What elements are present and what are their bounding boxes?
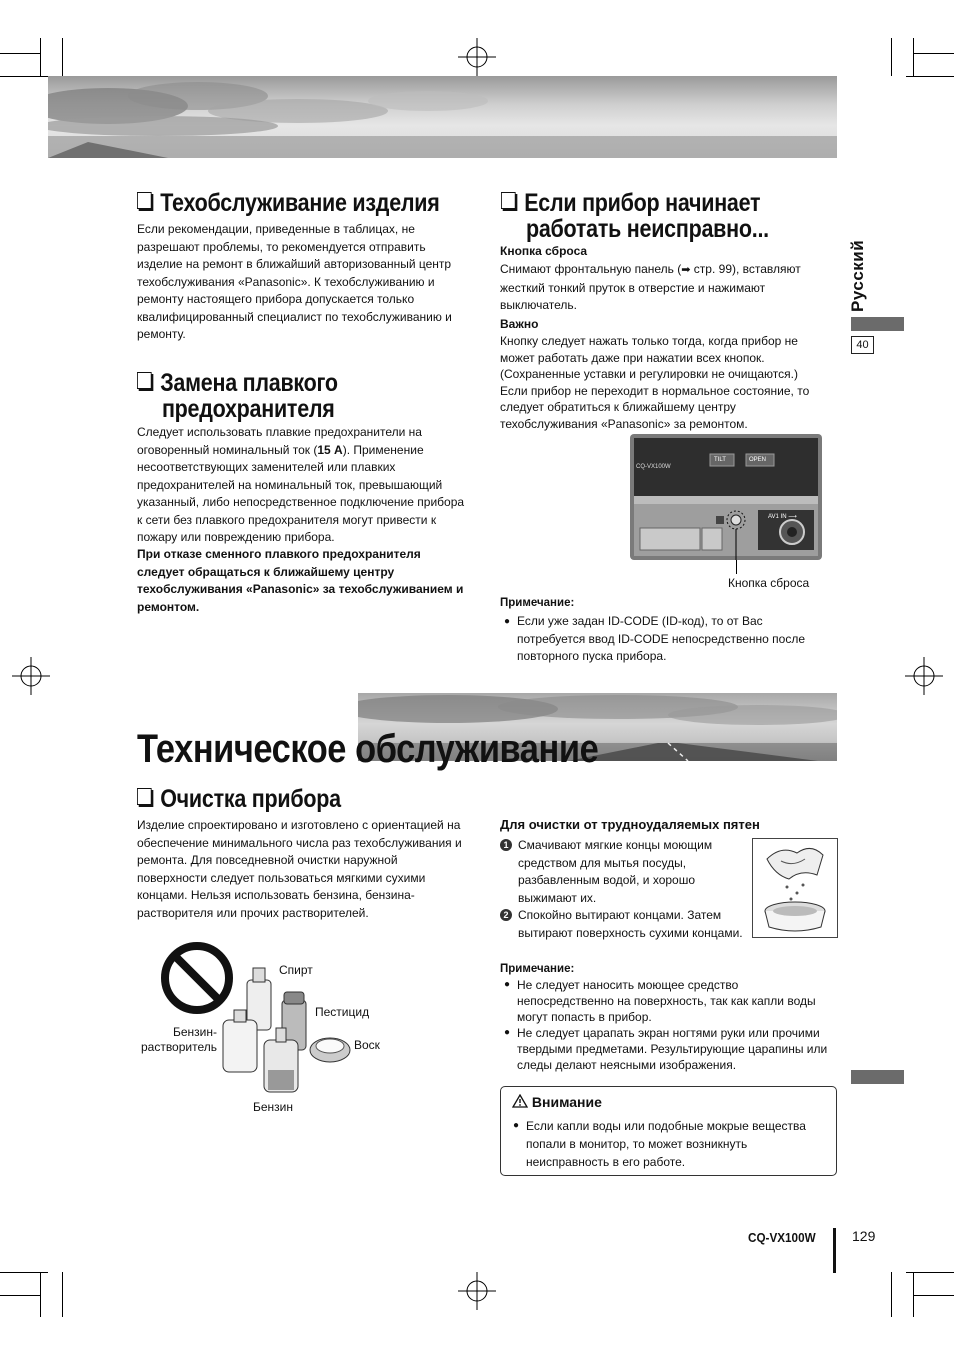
maintenance-heading: Техобслуживание изделия xyxy=(137,190,440,216)
stains-note-list xyxy=(502,977,837,1073)
crop-mark xyxy=(0,76,48,77)
crop-mark xyxy=(906,1272,954,1273)
reset-callout-line xyxy=(736,560,737,574)
crop-mark xyxy=(0,53,40,54)
footer-divider xyxy=(833,1228,836,1273)
malfunction-heading: Если прибор начинает работать неисправно... xyxy=(501,190,769,242)
open-button: OPEN xyxy=(749,457,767,463)
crop-mark xyxy=(913,1295,954,1296)
cleaning-heading: Очистка прибора xyxy=(137,786,341,812)
maintenance-body: Если рекомендации, приведенные в таблицах, не разрешают проблемы, то рекомендуется отправить изделие на ремонт в ближайший авторизованный центр техобслуживания «Panasonic». К техобслуживанию и ремонту настоящего прибора допускается только квалифицированный специалист по техобслуживанию и ремонту. xyxy=(137,222,452,341)
warning-triangle-icon xyxy=(512,1094,528,1108)
caution-box xyxy=(500,1086,837,1176)
crop-mark xyxy=(0,1295,40,1296)
crop-mark xyxy=(913,38,914,76)
sidebar-page-box: 40 xyxy=(851,336,874,354)
footer-page-number: 129 xyxy=(852,1228,876,1244)
list-item: 1 Смачивают мягкие концы моющим средством для мытья посуды, разбавленным водой, и хорошо выжимают их. xyxy=(500,837,750,907)
crop-mark xyxy=(40,1272,41,1317)
caution-list xyxy=(511,1117,829,1171)
step-number-1: 1 xyxy=(500,839,512,851)
footer-model: CQ-VX100W xyxy=(748,1230,816,1245)
list-item: ● Не следует царапать экран ногтями руки или прочими твердыми предметами. Результирующие царапины или следы делают неясными изображения. xyxy=(502,1025,837,1073)
fuse-heading: Замена плавкого предохранителя xyxy=(137,370,338,422)
sidebar-bar xyxy=(851,317,904,331)
stains-steps xyxy=(500,837,750,942)
crop-mark xyxy=(906,76,954,77)
checkbox-square-icon xyxy=(137,372,152,389)
list-item: ● Не следует наносить моющее средство непосредственно на поверхность, так как капли воды могут попасть в прибор. xyxy=(502,977,837,1025)
crop-mark xyxy=(62,38,63,76)
registration-mark-icon xyxy=(12,657,50,695)
header-banner-image xyxy=(48,76,837,158)
sidebar-bar xyxy=(851,1070,904,1084)
fuse-body: Следует использовать плавкие предохранители на оговоренный номинальный ток (15 A). Применение несоответствующих заменителей или плавких предохранителей на номинальный ток, превышающий указанный, либо непосредственное подключение прибора к сети без плавкого предохранителя могут привести к пожару или повреждению прибора. xyxy=(137,425,465,544)
crop-mark xyxy=(62,1272,63,1317)
crop-mark xyxy=(913,53,954,54)
cleaning-body: Изделие спроектировано и изготовлено с ориентацией на обеспечение минимального числа раз техобслуживания и ремонта. Для повседневной очистки наружной поверхности следует пользоваться мягкими сухими концами. Нельзя использовать бензина, бензина- растворителя или прочих растворителей. xyxy=(137,818,462,920)
list-item: ● Если уже задан ID-CODE (ID-код), то от Вас потребуется ввод ID-CODE непосредственно после повторного пуска прибора. xyxy=(502,613,832,666)
reset-text: Снимают фронтальную панель (➡ стр. 99), вставляют жесткий тонкий пруток в отверстие и нажимают выключатель. xyxy=(500,262,801,312)
caution-title: Внимание xyxy=(512,1094,602,1110)
checkbox-square-icon xyxy=(137,192,152,209)
page-title: Техническое обслуживание xyxy=(137,727,599,771)
device-model-label: CQ-VX100W xyxy=(636,464,671,470)
label-wax: Воск xyxy=(354,1038,380,1052)
cloth-bowl-illustration xyxy=(752,838,838,938)
av-in-label: AV1 IN ⟶ xyxy=(768,514,797,520)
figure-caption-reset: Кнопка сброса xyxy=(728,576,810,590)
checkbox-square-icon xyxy=(501,192,516,209)
note-label: Примечание: xyxy=(500,597,575,609)
registration-mark-icon xyxy=(905,657,943,695)
registration-mark-icon xyxy=(458,1272,496,1310)
arrow-right-icon: ➡ xyxy=(681,264,691,276)
language-tab: Русский xyxy=(848,239,867,312)
crop-mark xyxy=(0,1272,48,1273)
registration-mark-icon xyxy=(458,38,496,76)
label-gasoline: Бензин xyxy=(253,1100,294,1114)
stains-heading: Для очистки от трудноудаляемых пятен xyxy=(500,817,760,832)
list-item: ● Если капли воды или подобные мокрые вещества попали в монитор, то может возникнуть неисправность в его работе. xyxy=(511,1117,829,1171)
label-spirit: Спирт xyxy=(279,963,313,977)
stains-note-label: Примечание: xyxy=(500,963,575,975)
checkbox-square-icon xyxy=(137,788,152,805)
fuse-bold-note: При отказе сменного плавкого предохранителя следует обращаться к ближайшему центру техобслуживания «Panasonic» за техобслуживанием и ремонтом. xyxy=(137,547,464,614)
important-label: Важно xyxy=(500,317,539,331)
label-pesticide: Пестицид xyxy=(315,1005,370,1019)
list-item: 2 Спокойно вытирают концами. Затем вытирают поверхность сухими концами. xyxy=(500,907,750,942)
crop-mark xyxy=(40,38,41,76)
crop-mark xyxy=(891,38,892,76)
reset-button-label: Кнопка сброса xyxy=(500,244,588,258)
label-solvent: Бензин- растворитель xyxy=(140,1025,217,1054)
tilt-button: TILT xyxy=(714,457,726,463)
step-number-2: 2 xyxy=(500,909,512,921)
important-text: Кнопку следует нажать только тогда, когда прибор не может работать даже при нажатии всех кнопок. (Сохраненные уставки и регулировки не очищаются.) Если прибор не переходит в нормальное состояние, то следует обратиться к ближайшему центру техобслуживания «Panasonic» за ремонтом. xyxy=(500,334,810,431)
crop-mark xyxy=(891,1272,892,1317)
note-list xyxy=(502,613,832,666)
device-illustration xyxy=(630,434,822,560)
